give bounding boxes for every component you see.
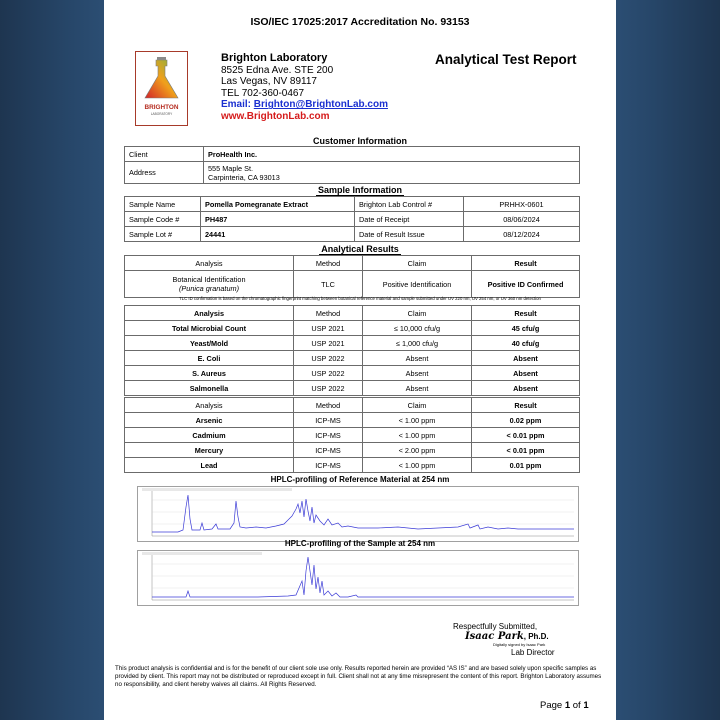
lab-name: Brighton Laboratory <box>221 52 328 64</box>
lab-address-line1: 8525 Edna Ave. STE 200 <box>221 64 334 76</box>
botanical-table <box>124 255 580 298</box>
accreditation-line: ISO/IEC 17025:2017 Accreditation No. 93153 <box>250 16 470 28</box>
method-cell: USP 2022 <box>294 381 363 396</box>
analysis-cell: Yeast/Mold <box>125 336 294 351</box>
method-cell: USP 2022 <box>294 351 363 366</box>
table-row <box>125 458 580 473</box>
address-value: 555 Maple St. Carpinteria, CA 93013 <box>204 162 580 184</box>
result-cell: 0.02 ppm <box>472 413 580 428</box>
closing-text: Respectfully Submitted, <box>453 622 538 631</box>
header-result: Result <box>472 398 580 413</box>
botanical-claim: Positive Identification <box>363 271 472 298</box>
header-result: Result <box>472 306 580 321</box>
result-cell: Absent <box>472 381 580 396</box>
method-cell: ICP-MS <box>294 443 363 458</box>
sample-name-value: Pomella Pomegranate Extract <box>201 197 355 212</box>
lab-website-link[interactable]: www.BrightonLab.com <box>221 110 330 122</box>
address-label: Address <box>125 162 204 184</box>
disclaimer: This product analysis is confidential and is for the benefit of our client sole use only. Results reported herein are provided “AS IS” and are based solely upon specific samples as provided by client. This report may not be distributed or reproduced except in full. Client shall not at any time misrepresent the content of this report. Brighton Laboratory assumes no responsibility, and client hereby waives all claims. All Rights Reserved. <box>115 665 602 688</box>
result-cell: 0.01 ppm <box>472 458 580 473</box>
method-cell: USP 2021 <box>294 336 363 351</box>
sample-lot-value: 24441 <box>201 227 355 242</box>
signature-name: Isaac Park <box>465 631 524 642</box>
sample-code-value: PH487 <box>201 212 355 227</box>
claim-cell: Absent <box>363 366 472 381</box>
method-cell: ICP-MS <box>294 458 363 473</box>
method-cell: ICP-MS <box>294 413 363 428</box>
report-page <box>104 0 616 720</box>
receipt-label: Date of Receipt <box>355 212 464 227</box>
control-value: PRHHX-0601 <box>464 197 580 212</box>
analysis-cell: Total Microbial Count <box>125 321 294 336</box>
method-cell: ICP-MS <box>294 428 363 443</box>
header-claim: Claim <box>363 256 472 271</box>
claim-cell: ≤ 10,000 cfu/g <box>363 321 472 336</box>
header-analysis: Analysis <box>125 398 294 413</box>
digital-signature-note: Digitally signed by Isaac Park <box>493 642 546 647</box>
result-cell: < 0.01 ppm <box>472 443 580 458</box>
analysis-cell: Mercury <box>125 443 294 458</box>
method-cell: USP 2022 <box>294 366 363 381</box>
table-row <box>125 381 580 396</box>
header-analysis: Analysis <box>125 256 294 271</box>
table-row <box>125 366 580 381</box>
analysis-cell: Cadmium <box>125 428 294 443</box>
lab-contact-block <box>221 53 388 123</box>
botanical-analysis: Botanical Identification (Punica granatum) <box>125 271 294 298</box>
result-cell: 45 cfu/g <box>472 321 580 336</box>
hplc-reference-chromatogram <box>137 486 579 542</box>
claim-cell: < 1.00 ppm <box>363 458 472 473</box>
issue-value: 08/12/2024 <box>464 227 580 242</box>
page-number: Page 1 of 1 <box>540 700 589 711</box>
receipt-value: 08/06/2024 <box>464 212 580 227</box>
results-section-title: Analytical Results <box>321 244 399 254</box>
table-row <box>125 443 580 458</box>
signature-credential: , Ph.D. <box>523 632 549 641</box>
table-row <box>125 321 580 336</box>
heavy-metals-table <box>124 397 580 473</box>
result-cell: 40 cfu/g <box>472 336 580 351</box>
table-row <box>125 428 580 443</box>
analysis-cell: Salmonella <box>125 381 294 396</box>
claim-cell: < 1.00 ppm <box>363 413 472 428</box>
method-cell: USP 2021 <box>294 321 363 336</box>
logo-text-laboratory: LABORATORY <box>150 112 173 116</box>
analysis-cell: Lead <box>125 458 294 473</box>
result-cell: < 0.01 ppm <box>472 428 580 443</box>
hplc-sample-chromatogram <box>137 550 579 606</box>
sample-lot-label: Sample Lot # <box>125 227 201 242</box>
header-claim: Claim <box>363 306 472 321</box>
header-result: Result <box>472 256 580 271</box>
microbial-table <box>124 305 580 396</box>
tlc-note: TLC ID confirmation is based on the chromatographic fingerprint matching between botanical reference material and sample submitted under UV 220 nm, UV 254 nm, or UV 360 nm detection <box>179 296 541 301</box>
control-label: Brighton Lab Control # <box>355 197 464 212</box>
sample-code-label: Sample Code # <box>125 212 201 227</box>
header-method: Method <box>294 306 363 321</box>
botanical-method: TLC <box>294 271 363 298</box>
table-row <box>125 413 580 428</box>
header-method: Method <box>294 398 363 413</box>
report-title: Analytical Test Report <box>435 52 577 67</box>
sample-section-title: Sample Information <box>317 185 402 195</box>
sample-name-label: Sample Name <box>125 197 201 212</box>
signature-role: Lab Director <box>511 648 555 657</box>
brighton-logo <box>135 51 188 126</box>
botanical-result: Positive ID Confirmed <box>472 271 580 298</box>
customer-section-title: Customer Information <box>312 136 407 146</box>
hplc-reference-title: HPLC-profiling of Reference Material at 254 nm <box>270 475 450 484</box>
claim-cell: Absent <box>363 351 472 366</box>
result-cell: Absent <box>472 366 580 381</box>
claim-cell: < 2.00 ppm <box>363 443 472 458</box>
analysis-cell: Arsenic <box>125 413 294 428</box>
client-label: Client <box>125 147 204 162</box>
table-row <box>125 351 580 366</box>
customer-table <box>124 146 580 184</box>
analysis-cell: S. Aureus <box>125 366 294 381</box>
client-value: ProHealth Inc. <box>204 147 580 162</box>
header-method: Method <box>294 256 363 271</box>
signature-block <box>453 622 555 658</box>
header-claim: Claim <box>363 398 472 413</box>
lab-email-line <box>221 99 388 111</box>
result-cell: Absent <box>472 351 580 366</box>
table-row <box>125 336 580 351</box>
lab-email-label: Email: <box>221 99 254 111</box>
claim-cell: Absent <box>363 381 472 396</box>
header-analysis: Analysis <box>125 306 294 321</box>
claim-cell: < 1.00 ppm <box>363 428 472 443</box>
sample-table <box>124 196 580 242</box>
issue-label: Date of Result Issue <box>355 227 464 242</box>
logo-text-brighton: BRIGHTON <box>144 104 179 111</box>
lab-email-link[interactable]: Brighton@BrightonLab.com <box>253 99 388 111</box>
analysis-cell: E. Coli <box>125 351 294 366</box>
lab-phone: TEL 702-360-0467 <box>221 87 305 99</box>
claim-cell: ≤ 1,000 cfu/g <box>363 336 472 351</box>
hplc-sample-title: HPLC-profiling of the Sample at 254 nm <box>284 539 436 548</box>
lab-address-line2: Las Vegas, NV 89117 <box>221 76 317 88</box>
